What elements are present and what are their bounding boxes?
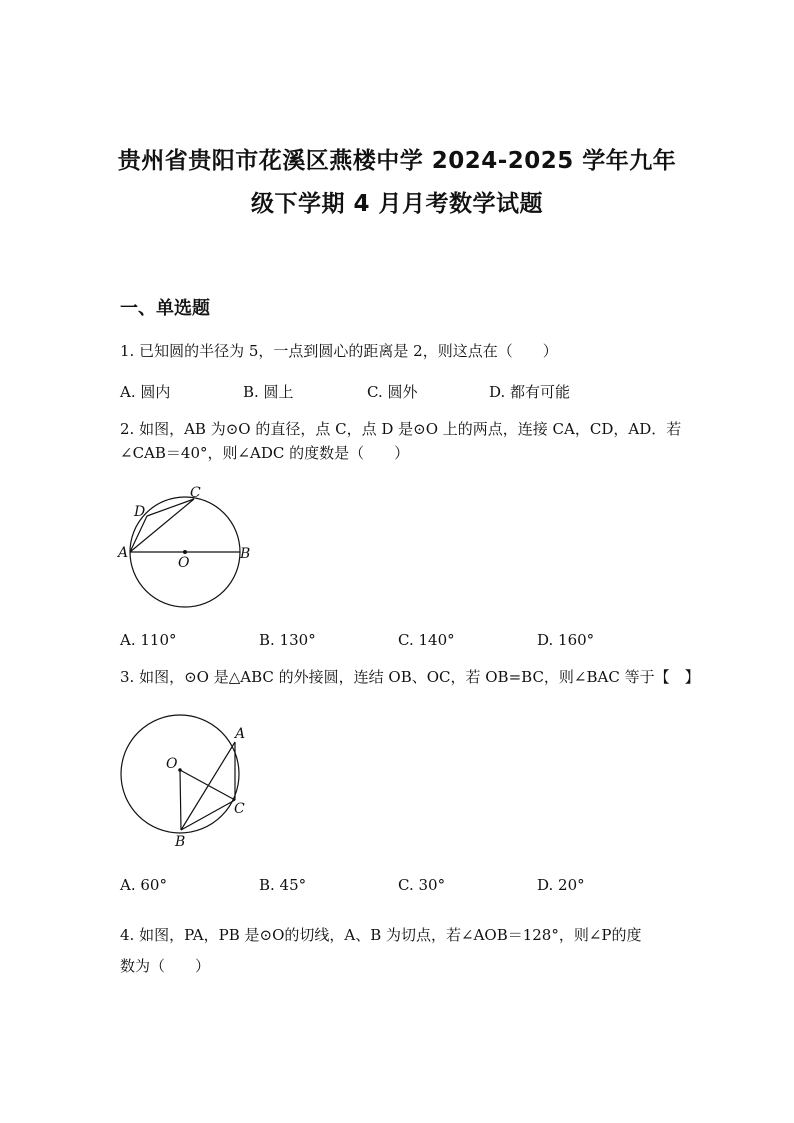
- question-1-option-b: B. 圆上: [243, 383, 294, 401]
- question-2-text-line-2: ∠CAB＝40°，则∠ADC 的度数是（ ）: [120, 444, 410, 462]
- question-1-option-d: D. 都有可能: [489, 383, 571, 401]
- section-heading: 一、单选题: [120, 298, 210, 319]
- question-3-option-a: A. 60°: [120, 876, 167, 894]
- question-2-option-a: A. 110°: [120, 631, 177, 649]
- question-1-option-a: A. 圆内: [120, 383, 171, 401]
- label-c: C: [190, 485, 201, 501]
- chord-dc: [147, 499, 194, 516]
- question-4-text-line-1: 4. 如图，PA，PB 是⊙O的切线，A、B 为切点，若∠AOB＝128°，则∠P的度: [120, 926, 642, 944]
- question-3-option-c: C. 30°: [398, 876, 446, 894]
- question-2-option-c: C. 140°: [398, 631, 455, 649]
- label-b: B: [175, 834, 186, 850]
- segment-oc: [180, 770, 235, 800]
- segment-ob: [180, 770, 181, 830]
- question-2-figure: [112, 478, 262, 613]
- label-o: O: [166, 756, 178, 772]
- label-c: C: [234, 801, 245, 817]
- center-point: [183, 550, 187, 554]
- segment-ab: [181, 742, 235, 830]
- label-a: A: [235, 726, 246, 742]
- question-4-text-line-2: 数为（ ）: [120, 957, 211, 975]
- center-point: [178, 768, 182, 772]
- question-3-option-b: B. 45°: [259, 876, 307, 894]
- label-a: A: [118, 545, 129, 561]
- question-1-text: 1. 已知圆的半径为 5，一点到圆心的距离是 2，则这点在（ ）: [120, 342, 558, 360]
- question-2-text-line-1: 2. 如图，AB 为⊙O 的直径，点 C，点 D 是⊙O 上的两点，连接 CA，CD，AD．若: [120, 420, 682, 438]
- label-b: B: [240, 546, 251, 562]
- label-o: O: [178, 555, 190, 571]
- question-1-option-c: C. 圆外: [367, 383, 418, 401]
- label-d: D: [134, 504, 146, 520]
- question-2-option-b: B. 130°: [259, 631, 316, 649]
- question-2-option-d: D. 160°: [537, 631, 595, 649]
- document-title-line-2: 级下学期 4 月月考数学试题: [250, 191, 544, 217]
- question-3-option-d: D. 20°: [537, 876, 585, 894]
- document-title-line-1: 贵州省贵阳市花溪区燕楼中学 2024-2025 学年九年: [117, 148, 677, 174]
- question-3-figure: [112, 712, 272, 852]
- question-3-text: 3. 如图，⊙O 是△ABC 的外接圆，连结 OB、OC，若 OB=BC，则∠BAC 等于【 】: [120, 668, 700, 686]
